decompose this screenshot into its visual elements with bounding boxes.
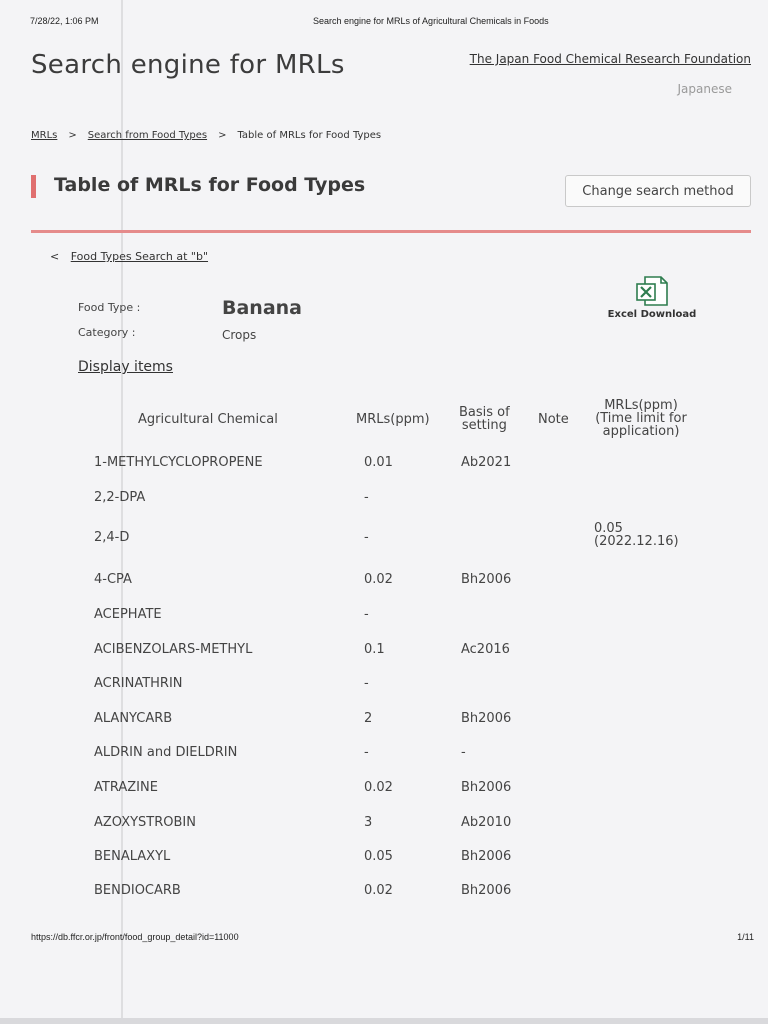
col-header-chemical: Agricultural Chemical xyxy=(138,412,278,427)
time-limit-value: 0.05 xyxy=(594,521,623,536)
excel-download-label: Excel Download xyxy=(607,309,697,320)
category-value: Crops xyxy=(222,328,257,342)
basis-cell: Bh2006 xyxy=(461,849,512,864)
mrl-cell: - xyxy=(364,530,369,545)
chemical-cell: 4-CPA xyxy=(94,572,132,587)
mrl-cell: 0.01 xyxy=(364,455,393,470)
print-date: 7/28/22, 1:06 PM xyxy=(30,16,99,26)
mrl-cell: 0.02 xyxy=(364,780,393,795)
table-row xyxy=(0,607,768,627)
basis-cell: Bh2006 xyxy=(461,780,512,795)
breadcrumb-separator: > xyxy=(68,130,77,141)
scan-edge-artifact xyxy=(0,1018,768,1024)
table-row xyxy=(0,455,768,475)
chemical-cell: AZOXYSTROBIN xyxy=(94,815,196,830)
breadcrumb-separator: > xyxy=(218,130,227,141)
chemical-cell: ACRINATHRIN xyxy=(94,676,183,691)
chemical-cell: ACIBENZOLARS-METHYL xyxy=(94,642,253,657)
col-header-time-limit xyxy=(588,399,694,438)
basis-cell: Bh2006 xyxy=(461,572,512,587)
table-row xyxy=(0,849,768,869)
chemical-cell: ALDRIN and DIELDRIN xyxy=(94,745,238,760)
print-title: Search engine for MRLs of Agricultural Chemicals in Foods xyxy=(313,16,549,26)
col-header-limit-line2: (Time limit for xyxy=(595,411,687,426)
excel-file-icon xyxy=(635,276,669,306)
scan-artifact-line xyxy=(121,0,123,1024)
mrl-cell: 0.02 xyxy=(364,572,393,587)
mrl-cell: 2 xyxy=(364,711,373,726)
col-header-basis xyxy=(459,406,510,432)
table-row xyxy=(0,642,768,662)
basis-cell: Ac2016 xyxy=(461,642,510,657)
table-row xyxy=(0,780,768,800)
chevron-left-icon: < xyxy=(50,250,60,263)
basis-cell: Bh2006 xyxy=(461,711,512,726)
chemical-cell: BENALAXYL xyxy=(94,849,171,864)
mrl-cell: 3 xyxy=(364,815,373,830)
mrl-cell: 0.05 xyxy=(364,849,393,864)
col-header-note: Note xyxy=(538,412,569,427)
breadcrumb-current: Table of MRLs for Food Types xyxy=(237,130,382,141)
chemical-cell: ATRAZINE xyxy=(94,780,158,795)
mrl-cell: - xyxy=(364,490,369,505)
col-header-limit-line1: MRLs(ppm) xyxy=(604,398,678,413)
chemical-cell: 2,4-D xyxy=(94,530,130,545)
table-row xyxy=(0,490,768,510)
food-type-value: Banana xyxy=(222,297,302,319)
page-title: Table of MRLs for Food Types xyxy=(54,174,366,196)
language-switch-link[interactable]: Japanese xyxy=(677,82,732,96)
basis-cell: Ab2021 xyxy=(461,455,512,470)
mrl-cell: - xyxy=(364,676,369,691)
table-row xyxy=(0,572,768,592)
breadcrumb-search-food-types[interactable]: Search from Food Types xyxy=(87,130,208,141)
excel-download-button[interactable] xyxy=(602,276,702,320)
breadcrumb-mrls[interactable]: MRLs xyxy=(31,130,58,141)
col-header-basis-line1: Basis of xyxy=(459,405,510,420)
mrl-cell: 0.02 xyxy=(364,883,393,898)
col-header-basis-line2: setting xyxy=(461,418,507,433)
back-link-label[interactable]: Food Types Search at "b" xyxy=(70,250,209,263)
chemical-cell: 2,2-DPA xyxy=(94,490,146,505)
chemical-cell: ACEPHATE xyxy=(94,607,162,622)
change-search-method-button[interactable]: Change search method xyxy=(565,175,751,207)
mrl-cell: - xyxy=(364,745,369,760)
basis-cell: Ab2010 xyxy=(461,815,512,830)
food-type-label: Food Type : xyxy=(78,301,141,314)
mrl-cell: - xyxy=(364,607,369,622)
col-header-limit-line3: application) xyxy=(602,424,680,439)
table-row xyxy=(0,711,768,731)
chemical-cell: BENDIOCARB xyxy=(94,883,181,898)
table-row xyxy=(0,815,768,835)
table-row xyxy=(0,745,768,765)
time-limit-date: (2022.12.16) xyxy=(594,534,679,549)
display-items-toggle[interactable]: Display items xyxy=(78,359,173,375)
footer-url: https://db.ffcr.or.jp/front/food_group_detail?id=11000 xyxy=(31,932,239,942)
footer-page-number: 1/11 xyxy=(737,932,754,942)
breadcrumb xyxy=(31,130,381,141)
print-header xyxy=(30,16,748,30)
mrl-cell: 0.1 xyxy=(364,642,385,657)
col-header-mrls: MRLs(ppm) xyxy=(356,412,430,427)
basis-cell: - xyxy=(461,745,466,760)
site-title[interactable]: Search engine for MRLs xyxy=(31,50,345,80)
section-accent-bar xyxy=(31,175,36,198)
chemical-cell: ALANYCARB xyxy=(94,711,173,726)
category-label: Category : xyxy=(78,326,136,339)
chemical-cell: 1-METHYLCYCLOPROPENE xyxy=(94,455,263,470)
back-link[interactable] xyxy=(50,250,208,263)
foundation-link[interactable]: The Japan Food Chemical Research Foundation xyxy=(469,52,751,66)
time-limit-cell xyxy=(594,522,679,548)
table-row xyxy=(0,676,768,696)
section-header xyxy=(31,174,751,233)
table-row xyxy=(0,883,768,903)
table-row xyxy=(0,521,768,550)
basis-cell: Bh2006 xyxy=(461,883,512,898)
